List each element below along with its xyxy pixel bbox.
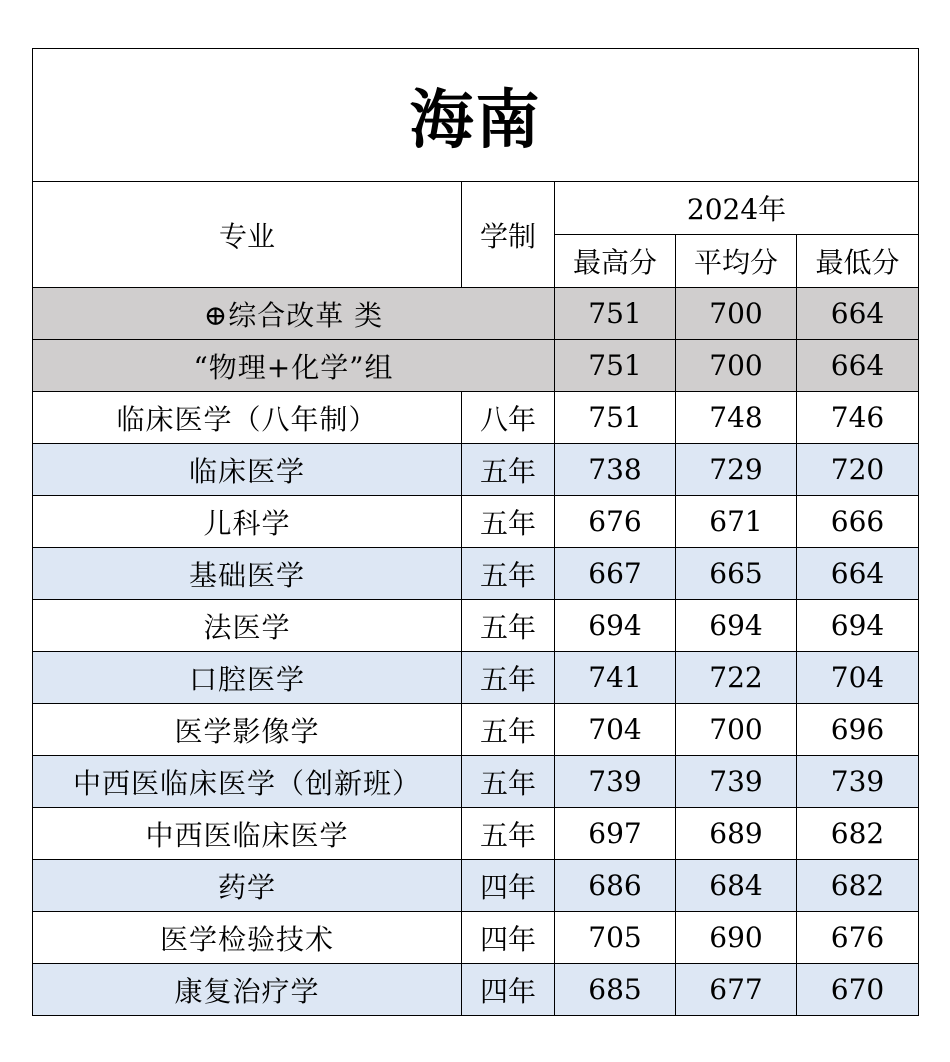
major-name: 临床医学（八年制） (33, 392, 462, 444)
major-name: 临床医学 (33, 444, 462, 496)
duration-cell: 五年 (462, 808, 555, 860)
min-score-cell: 739 (797, 756, 919, 808)
avg-score-cell: 748 (676, 392, 797, 444)
table-row (33, 808, 919, 860)
score-table-container (32, 48, 918, 1016)
max-score-cell: 667 (555, 548, 676, 600)
table-row (33, 860, 919, 912)
min-score-cell: 664 (797, 340, 919, 392)
major-name: 医学影像学 (33, 704, 462, 756)
min-score-cell: 664 (797, 288, 919, 340)
duration-cell: 四年 (462, 964, 555, 1016)
header-avg-score: 平均分 (676, 235, 797, 288)
duration-cell: 四年 (462, 860, 555, 912)
max-score-cell: 686 (555, 860, 676, 912)
table-header (33, 49, 919, 288)
duration-cell: 五年 (462, 652, 555, 704)
max-score-cell: 705 (555, 912, 676, 964)
table-row (33, 392, 919, 444)
max-score-cell: 751 (555, 340, 676, 392)
duration-cell: 五年 (462, 704, 555, 756)
min-score-cell: 696 (797, 704, 919, 756)
major-name: 基础医学 (33, 548, 462, 600)
major-name: 口腔医学 (33, 652, 462, 704)
avg-score-cell: 700 (676, 704, 797, 756)
max-score-cell: 751 (555, 392, 676, 444)
table-body (33, 288, 919, 1016)
max-score-cell: 741 (555, 652, 676, 704)
category-row (33, 340, 919, 392)
table-row (33, 704, 919, 756)
header-year: 2024年 (555, 182, 919, 235)
duration-cell: 五年 (462, 444, 555, 496)
min-score-cell: 704 (797, 652, 919, 704)
max-score-cell: 676 (555, 496, 676, 548)
major-name: 医学检验技术 (33, 912, 462, 964)
avg-score-cell: 694 (676, 600, 797, 652)
duration-cell: 四年 (462, 912, 555, 964)
min-score-cell: 694 (797, 600, 919, 652)
table-row (33, 912, 919, 964)
header-max-score: 最高分 (555, 235, 676, 288)
table-row (33, 652, 919, 704)
max-score-cell: 738 (555, 444, 676, 496)
major-name: 中西医临床医学（创新班） (33, 756, 462, 808)
header-major: 专业 (33, 182, 462, 288)
major-name: 药学 (33, 860, 462, 912)
avg-score-cell: 690 (676, 912, 797, 964)
min-score-cell: 720 (797, 444, 919, 496)
min-score-cell: 670 (797, 964, 919, 1016)
avg-score-cell: 722 (676, 652, 797, 704)
avg-score-cell: 665 (676, 548, 797, 600)
min-score-cell: 676 (797, 912, 919, 964)
duration-cell: 五年 (462, 756, 555, 808)
avg-score-cell: 684 (676, 860, 797, 912)
min-score-cell: 746 (797, 392, 919, 444)
category-row (33, 288, 919, 340)
major-name: 康复治疗学 (33, 964, 462, 1016)
max-score-cell: 704 (555, 704, 676, 756)
table-row (33, 548, 919, 600)
table-row (33, 756, 919, 808)
category-label: ⊕综合改革 类 (33, 288, 555, 340)
table-row (33, 600, 919, 652)
header-min-score: 最低分 (797, 235, 919, 288)
duration-cell: 八年 (462, 392, 555, 444)
avg-score-cell: 700 (676, 340, 797, 392)
duration-cell: 五年 (462, 548, 555, 600)
max-score-cell: 751 (555, 288, 676, 340)
min-score-cell: 682 (797, 808, 919, 860)
max-score-cell: 739 (555, 756, 676, 808)
min-score-cell: 664 (797, 548, 919, 600)
avg-score-cell: 677 (676, 964, 797, 1016)
max-score-cell: 685 (555, 964, 676, 1016)
avg-score-cell: 739 (676, 756, 797, 808)
max-score-cell: 694 (555, 600, 676, 652)
table-row (33, 496, 919, 548)
table-row (33, 444, 919, 496)
category-label: “物理+化学”组 (33, 340, 555, 392)
header-duration: 学制 (462, 182, 555, 288)
score-table (32, 48, 919, 1016)
avg-score-cell: 689 (676, 808, 797, 860)
min-score-cell: 666 (797, 496, 919, 548)
min-score-cell: 682 (797, 860, 919, 912)
major-name: 儿科学 (33, 496, 462, 548)
table-row (33, 964, 919, 1016)
max-score-cell: 697 (555, 808, 676, 860)
major-name: 法医学 (33, 600, 462, 652)
avg-score-cell: 671 (676, 496, 797, 548)
duration-cell: 五年 (462, 600, 555, 652)
avg-score-cell: 700 (676, 288, 797, 340)
avg-score-cell: 729 (676, 444, 797, 496)
duration-cell: 五年 (462, 496, 555, 548)
page-title: 海南 (33, 49, 919, 182)
major-name: 中西医临床医学 (33, 808, 462, 860)
